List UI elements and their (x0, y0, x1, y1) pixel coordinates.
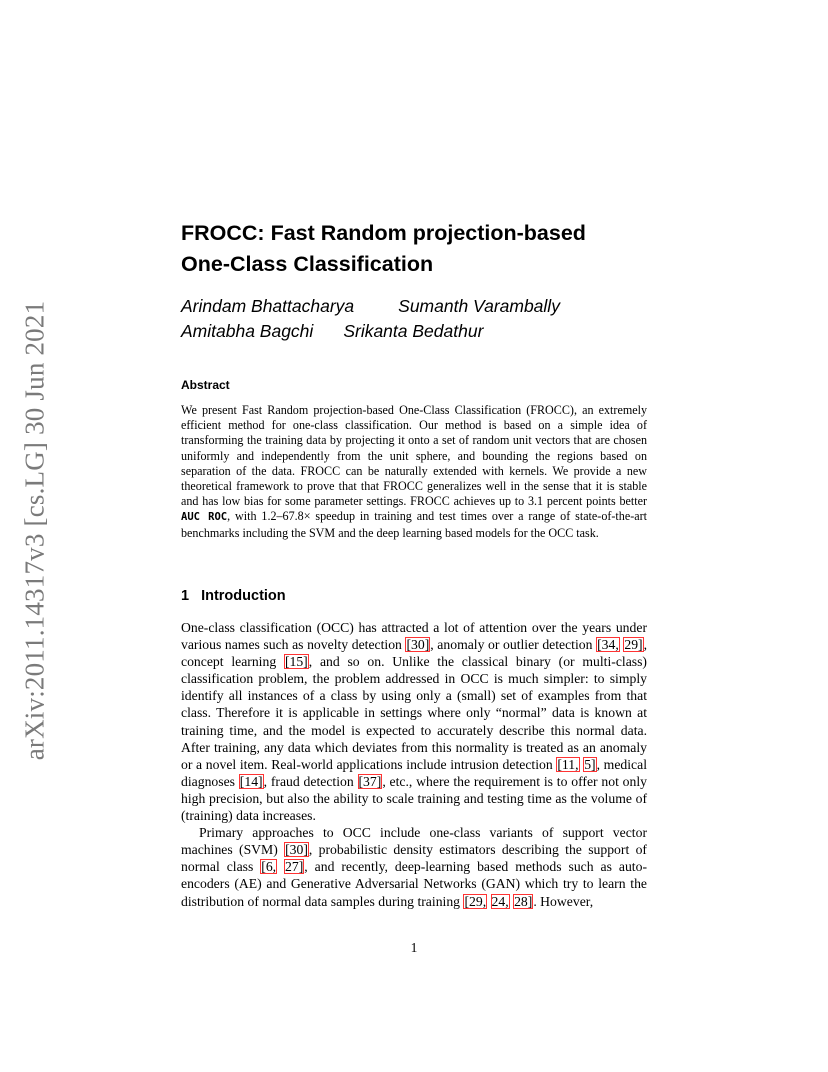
section-title: Introduction (201, 588, 286, 604)
citation-link[interactable]: 29] (624, 637, 643, 653)
citation-link[interactable]: [30] (285, 842, 308, 858)
citation-link[interactable]: 5] (584, 756, 596, 772)
citation-link[interactable]: 28] (514, 893, 533, 909)
author-row-2 (181, 319, 661, 344)
author-name: Arindam Bhattacharya (181, 296, 355, 316)
text-run: Primary approaches to OCC include one-class variants of support vector machines (SVM) (181, 825, 647, 858)
page-number: 1 (410, 940, 418, 955)
citation-link[interactable]: [34, (597, 637, 619, 653)
introduction-body (181, 619, 647, 910)
author-name: Srikanta Bedathur (343, 321, 484, 341)
citation-link[interactable]: [14] (239, 773, 263, 789)
text-run: , and so on. Unlike the classical binary (or multi-class) classification problem, the problem addressed in OCC is much simpler: to simply identify all instances of a class by using only a (small) set of examples from that class. Therefore it is applicable in settings where only “normal” data is known at training time, and the model is expected to accurately describe this normal data. After training, any data which deviates from this normality is treated as an anomaly or a novel item. Real-world applications include intrusion detection (181, 654, 647, 772)
citation-link[interactable]: 27] (285, 859, 304, 875)
text-run: , fraud detection (263, 773, 358, 789)
text-run: , etc., where the requirement is to offer not only high precision, but also the ability to scale training and testing time as the volume of (training) data increases. (181, 773, 648, 824)
text-run: , medical diagnoses (181, 756, 648, 789)
text-run: , anomaly or outlier detection (430, 637, 597, 653)
title-line-1: FROCC: Fast Random projection-based (181, 221, 586, 245)
citation-link[interactable]: 24, (491, 893, 509, 909)
title-line-2: One-Class Classification (181, 252, 434, 276)
author-name: Amitabha Bagchi (181, 321, 314, 341)
author-list (181, 294, 661, 344)
citation-link[interactable]: [29, (464, 893, 487, 909)
abstract-text-part: , with 1.2–67.8× speedup in training and test times over a range of state-of-the-art benchmarks including the SVM and the deep learning based models for the OCC task. (181, 509, 647, 540)
text-run: One-class classification (OCC) has attracted a lot of attention over the years under various names such as novelty detection (181, 620, 647, 653)
text-run: . However, (533, 893, 594, 909)
arxiv-identifier-stamp (14, 300, 56, 760)
paragraph (181, 824, 647, 909)
paragraph (181, 619, 647, 824)
citation-link[interactable]: [11, (557, 756, 579, 772)
citation-link[interactable]: [37] (358, 773, 382, 789)
text-run: , probabilistic density estimators describing the support of normal class (181, 842, 647, 875)
arxiv-identifier-text: arXiv:2011.14317v3 [cs.LG] 30 Jun 2021 (19, 300, 50, 760)
abstract-heading: Abstract (181, 378, 230, 392)
author-row-1 (181, 294, 661, 319)
paper-title (181, 218, 681, 280)
citation-link[interactable]: [15] (284, 654, 308, 670)
section-number: 1 (181, 588, 190, 604)
text-run: , concept learning (181, 637, 648, 670)
abstract-text (181, 403, 647, 541)
citation-link[interactable]: [6, (261, 859, 277, 875)
author-name: Sumanth Varambally (398, 296, 560, 316)
text-run: , and recently, deep-learning based methods such as auto-encoders (AE) and Generative Adversarial Networks (GAN) which try to learn the distribution of normal data samples during training (181, 859, 648, 909)
section-heading (181, 588, 286, 604)
auc-roc-code: AUC ROC (181, 511, 228, 524)
citation-link[interactable]: [30] (406, 637, 430, 653)
abstract-text-part: We present Fast Random projection-based One-Class Classification (FROCC), an extremely efficient method for one-class classification. Our method is based on a simple idea of transforming the training data by projecting it onto a set of random unit vectors that are chosen uniformly and independently from the unit sphere, and bounding the regions based on separation of the data. FROCC can be naturally extended with kernels. We provide a new theoretical framework to prove that that FROCC generalizes well in the sense that it is stable and has low bias for some parameter settings. FROCC achieves up to 3.1 percent points better (181, 403, 647, 509)
